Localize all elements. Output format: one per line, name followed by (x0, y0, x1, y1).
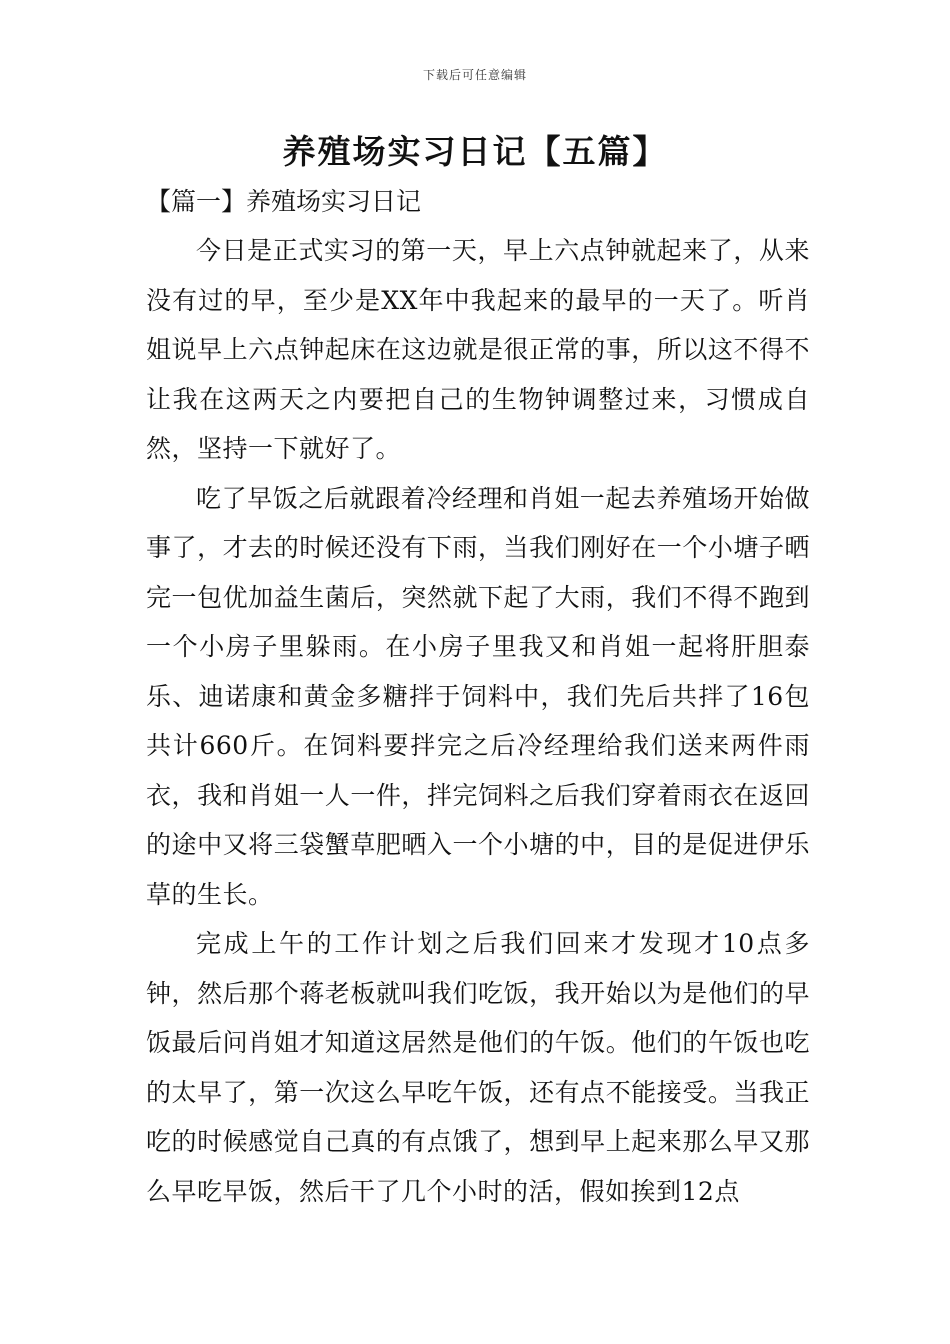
paragraph: 吃了早饭之后就跟着冷经理和肖姐一起去养殖场开始做事了，才去的时候还没有下雨，当我们刚好在一个小塘子晒完一包优加益生菌后，突然就下起了大雨，我们不得不跑到一个小房子里躲雨。在小房子里我又和肖姐一起将肝胆泰乐、迪诺康和黄金多糖拌于饲料中，我们先后共拌了16包共计660斤。在饲料要拌完之后冷经理给我们送来两件雨衣，我和肖姐一人一件，拌完饲料之后我们穿着雨衣在返回的途中又将三袋蟹草肥晒入一个小塘的中，目的是促进伊乐草的生长。 (146, 483, 810, 909)
section-heading: 【篇一】养殖场实习日记 (146, 187, 422, 216)
section-body (146, 226, 810, 1216)
paragraph: 今日是正式实习的第一天，早上六点钟就起来了，从来没有过的早，至少是XX年中我起来的最早的一天了。听肖姐说早上六点钟起床在这边就是很正常的事，所以这不得不让我在这两天之内要把自己的生物钟调整过来，习惯成自然，坚持一下就好了。 (146, 236, 810, 463)
document-title: 养殖场实习日记【五篇】 (282, 132, 668, 171)
header-note: 下载后可任意编辑 (422, 68, 527, 82)
paragraph: 完成上午的工作计划之后我们回来才发现才10点多钟，然后那个蒋老板就叫我们吃饭，我开始以为是他们的早饭最后问肖姐才知道这居然是他们的午饭。他们的午饭也吃的太早了，第一次这么早吃午饭，还有点不能接受。当我正吃的时候感觉自己真的有点饿了，想到早上起来那么早又那么早吃早饭，然后干了几个小时的活，假如挨到12点 (146, 929, 810, 1206)
